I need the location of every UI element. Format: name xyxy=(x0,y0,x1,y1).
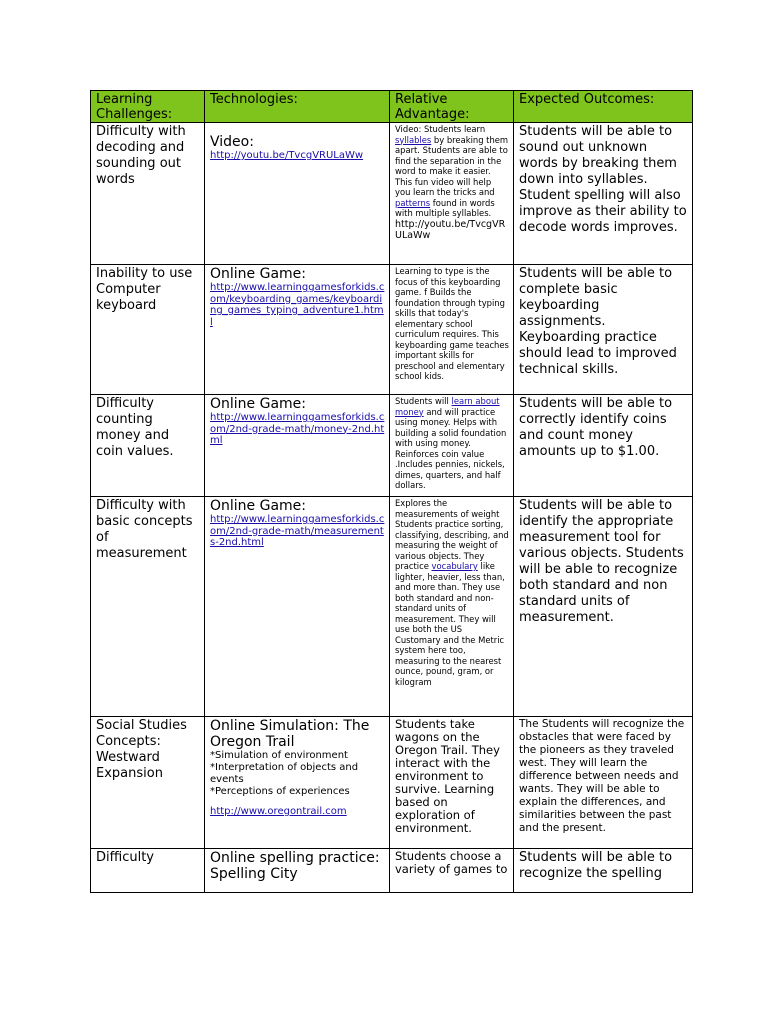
advantage-text: and will practice using money. Helps with building a solid foundation with using money. Reinforces coin value .Includes pennies, nickels, dimes, quarters, and half dollars. xyxy=(395,406,507,490)
outcome-cell: Students will be able to sound out unknown words by breaking them down into syllables. Student spelling will also improve as their ability to decode words improves. xyxy=(514,123,693,265)
table-row xyxy=(91,395,693,497)
technology-bullet: *Interpretation of objects and events xyxy=(210,762,359,785)
challenge-cell: Difficulty with basic concepts of measurement xyxy=(91,497,205,717)
header-relative-advantage: Relative Advantage: xyxy=(390,91,514,123)
technology-title: Online Game: xyxy=(210,266,307,282)
learn-about-money-link[interactable]: learn about money xyxy=(395,396,500,417)
outcome-cell: Students will be able to complete basic keyboarding assignments. Keyboarding practice should lead to improved technical skills. xyxy=(514,265,693,395)
advantage-cell xyxy=(390,497,514,717)
lesson-table xyxy=(90,90,693,893)
challenge-cell: Difficulty with decoding and sounding out words xyxy=(91,123,205,265)
advantage-text: Video: Students learn xyxy=(395,124,486,134)
outcome-cell: The Students will recognize the obstacles that were faced by the pioneers as they traveled west. They will learn the difference between needs and wants. They will be able to explain the differences, and similarities between the past and the present. xyxy=(514,717,693,849)
technology-cell xyxy=(205,123,390,265)
advantage-cell xyxy=(390,395,514,497)
syllables-link[interactable]: syllables xyxy=(395,134,432,145)
challenge-cell: Difficulty counting money and coin values. xyxy=(91,395,205,497)
table-row xyxy=(91,717,693,849)
oregon-trail-link[interactable]: http://www.oregontrail.com xyxy=(210,806,347,817)
challenge-cell: Social Studies Concepts: Westward Expansion xyxy=(91,717,205,849)
table-row xyxy=(91,123,693,265)
technology-cell xyxy=(205,717,390,849)
outcome-cell: Students will be able to correctly identify coins and count money amounts up to $1.00. xyxy=(514,395,693,497)
challenge-cell: Inability to use Computer keyboard xyxy=(91,265,205,395)
header-row xyxy=(91,91,693,123)
technology-bullet: *Perceptions of experiences xyxy=(210,786,350,797)
technology-title: Online Game: xyxy=(210,498,307,514)
advantage-url: http://youtu.be/TvcgVRULaWw xyxy=(395,218,506,241)
advantage-cell: Students choose a variety of games to xyxy=(390,849,514,893)
advantage-text: Students will xyxy=(395,396,452,406)
advantage-text: by breaking them apart. Students are able to find the separation in the word to make it easier. This fun video will help you learn the tricks and xyxy=(395,134,509,197)
technology-cell xyxy=(205,395,390,497)
technology-title: Video: xyxy=(210,134,254,150)
advantage-cell: Students take wagons on the Oregon Trail. They interact with the environment to survive. Learning based on exploration of environment. xyxy=(390,717,514,849)
technology-cell: Online spelling practice: Spelling City xyxy=(205,849,390,893)
technology-cell xyxy=(205,265,390,395)
patterns-link[interactable]: patterns xyxy=(395,197,431,208)
keyboarding-game-link[interactable]: http://www.learninggamesforkids.com/keyboarding_games/keyboarding_games_typing_adventure1.html xyxy=(210,282,385,328)
vocabulary-link[interactable]: vocabulary xyxy=(431,561,478,571)
technology-cell xyxy=(205,497,390,717)
advantage-text: Explores the measurements of weight Students practice sorting, classifying, describing, and measuring the weight of various objects. They practice xyxy=(395,498,509,571)
technology-title: Online Game: xyxy=(210,396,307,412)
technology-bullet: *Simulation of environment xyxy=(210,750,348,761)
outcome-cell: Students will be able to recognize the spelling xyxy=(514,849,693,893)
table-row xyxy=(91,265,693,395)
advantage-cell xyxy=(390,123,514,265)
header-technologies: Technologies: xyxy=(205,91,390,123)
outcome-cell: Students will be able to identify the appropriate measurement tool for various objects. Students will be able to recognize both standard and non standard units of measurement. xyxy=(514,497,693,717)
advantage-text: found in words with multiple syllables. xyxy=(395,197,495,218)
table-row xyxy=(91,497,693,717)
table-row xyxy=(91,849,693,893)
technology-title: Online Simulation: The Oregon Trail xyxy=(210,718,370,750)
header-learning-challenges: Learning Challenges: xyxy=(91,91,205,123)
header-expected-outcomes: Expected Outcomes: xyxy=(514,91,693,123)
money-game-link[interactable]: http://www.learninggamesforkids.com/2nd-grade-math/money-2nd.html xyxy=(210,412,385,446)
video-link[interactable]: http://youtu.be/TvcgVRULaWw xyxy=(210,150,364,161)
advantage-cell: Learning to type is the focus of this keyboarding game. f Builds the foundation through typing skills that today's elementary school curriculum requires. This keyboarding game teaches important skills for preschool and elementary school kids. xyxy=(390,265,514,395)
challenge-cell: Difficulty xyxy=(91,849,205,893)
measurement-game-link[interactable]: http://www.learninggamesforkids.com/2nd-grade-math/measurements-2nd.html xyxy=(210,514,385,548)
advantage-text: like lighter, heavier, less than, and more than. They use both standard and non-standard units of measurement. They will use both the US Customary and the Metric system here too, measuring to the nearest ounce, pound, gram, or kilogram xyxy=(395,561,505,687)
